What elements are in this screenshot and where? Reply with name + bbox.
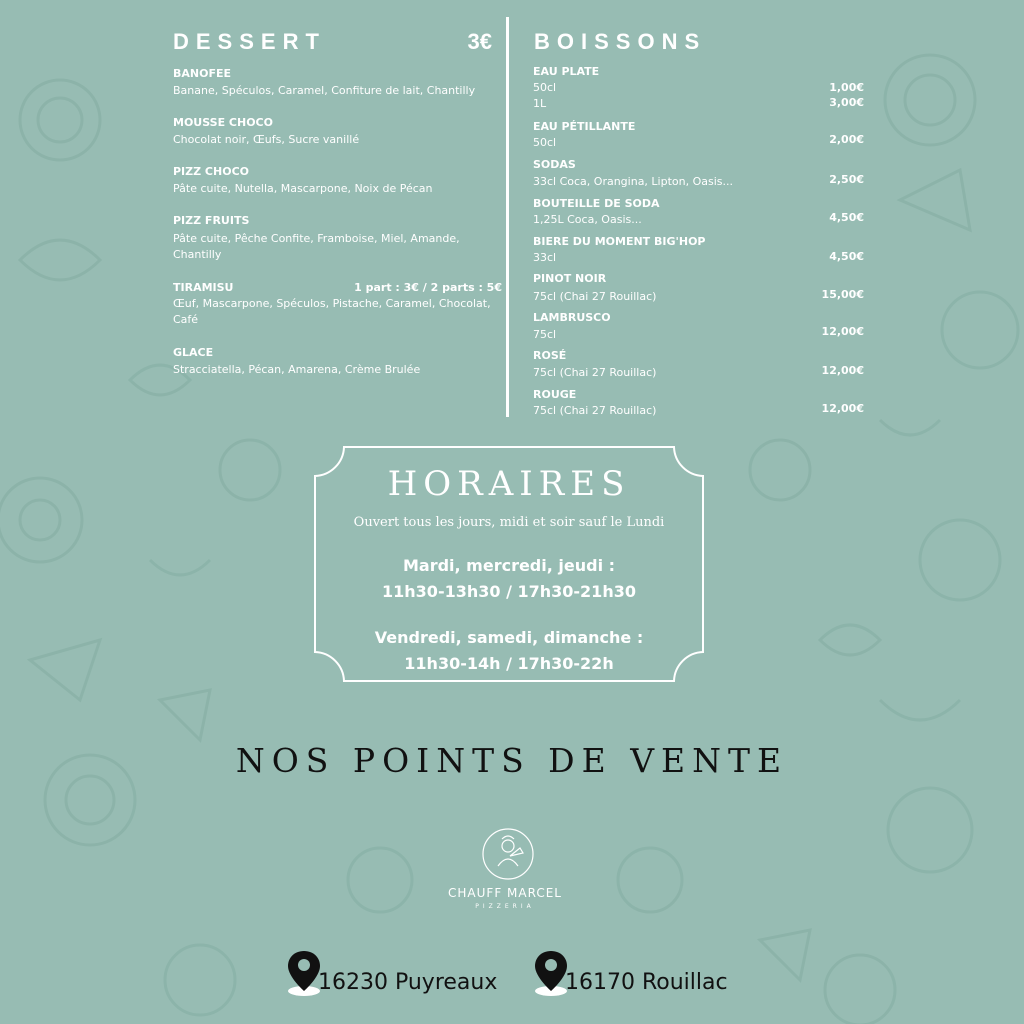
menu-item-desc: 33cl (533, 251, 557, 264)
menu-item-price: 12,00€ (821, 364, 864, 377)
hours-days-2: Vendredi, samedi, dimanche : (374, 628, 644, 647)
boissons-title: BOISSONS (534, 29, 707, 54)
menu-item-name: MOUSSE CHOCO (173, 116, 273, 129)
menu-item-name: SODAS (533, 158, 576, 171)
hours-title: HORAIRES (387, 464, 631, 504)
menu-item-desc: 75cl (Chai 27 Rouillac) (533, 404, 657, 417)
menu-item-price: 15,00€ (821, 288, 864, 301)
location-puyreaux: 16230 Puyreaux (318, 970, 498, 995)
menu-item-name: PIZZ CHOCO (173, 165, 249, 178)
menu-item-name: EAU PLATE (533, 65, 600, 78)
menu-item-desc: 75cl (Chai 27 Rouillac) (533, 290, 657, 303)
menu-item-desc: Pâte cuite, Pêche Confite, Framboise, Miel, Amande, (173, 232, 460, 245)
brand-name: CHAUFF MARCEL (448, 886, 562, 900)
column-divider (506, 17, 509, 417)
menu-item-price: 3,00€ (829, 96, 864, 109)
menu-item-desc: Café (173, 313, 199, 326)
menu-item-desc: Stracciatella, Pécan, Amarena, Crème Brulée (173, 363, 421, 376)
menu-item-price: 1,00€ (829, 81, 864, 94)
menu-item-name: BANOFEE (173, 67, 231, 80)
menu-item-desc: Chocolat noir, Œufs, Sucre vanillé (173, 133, 360, 146)
menu-item-price: 12,00€ (821, 325, 864, 338)
hours-days-1: Mardi, mercredi, jeudi : (402, 556, 616, 575)
menu-item-name: LAMBRUSCO (533, 311, 611, 324)
menu-item-price: 2,00€ (829, 133, 864, 146)
menu-item-name: ROSÉ (533, 349, 567, 362)
menu-item-desc: 1L (533, 97, 547, 110)
menu-item-desc: 75cl (533, 328, 557, 341)
menu-item-desc: Œuf, Mascarpone, Spéculos, Pistache, Caramel, Chocolat, (173, 297, 491, 310)
menu-item-desc: 50cl (533, 136, 557, 149)
menu-item-desc: 50cl (533, 81, 557, 94)
menu-item-price: 2,50€ (829, 173, 864, 186)
menu-item-name: EAU PÉTILLANTE (533, 120, 636, 133)
menu-item-desc: Pâte cuite, Nutella, Mascarpone, Noix de Pécan (173, 182, 433, 195)
menu-item-price: 1 part : 3€ / 2 parts : 5€ (354, 281, 502, 294)
menu-item-name: BOUTEILLE DE SODA (533, 197, 660, 210)
menu-item-desc: Chantilly (173, 248, 222, 261)
menu-item-name: GLACE (173, 346, 214, 359)
menu-item-price: 4,50€ (829, 250, 864, 263)
menu-item-price: 12,00€ (821, 402, 864, 415)
hours-times-2: 11h30-14h / 17h30-22h (404, 654, 614, 673)
dessert-title: DESSERT (173, 29, 326, 54)
menu-item-name: BIERE DU MOMENT BIG'HOP (533, 235, 706, 248)
points-title: NOS POINTS DE VENTE (235, 741, 789, 780)
menu-item-desc: 75cl (Chai 27 Rouillac) (533, 366, 657, 379)
brand-subtitle: PIZZERIA (475, 903, 535, 910)
menu-item-desc: 1,25L Coca, Oasis... (533, 213, 642, 226)
dessert-price: 3€ (467, 29, 492, 54)
menu-item-desc: 33cl Coca, Orangina, Lipton, Oasis... (533, 175, 734, 188)
menu-item-name: PINOT NOIR (533, 272, 607, 285)
location-rouillac: 16170 Rouillac (565, 970, 728, 995)
menu-item-name: ROUGE (533, 388, 577, 401)
menu-item-desc: Banane, Spéculos, Caramel, Confiture de lait, Chantilly (173, 84, 476, 97)
menu-item-name: PIZZ FRUITS (173, 214, 250, 227)
pizza-chef-logo-icon (480, 826, 536, 882)
hours-subtitle: Ouvert tous les jours, midi et soir sauf le Lundi (353, 515, 665, 530)
hours-times-1: 11h30-13h30 / 17h30-21h30 (382, 582, 636, 601)
menu-item-name: TIRAMISU (173, 281, 234, 294)
menu-item-price: 4,50€ (829, 211, 864, 224)
